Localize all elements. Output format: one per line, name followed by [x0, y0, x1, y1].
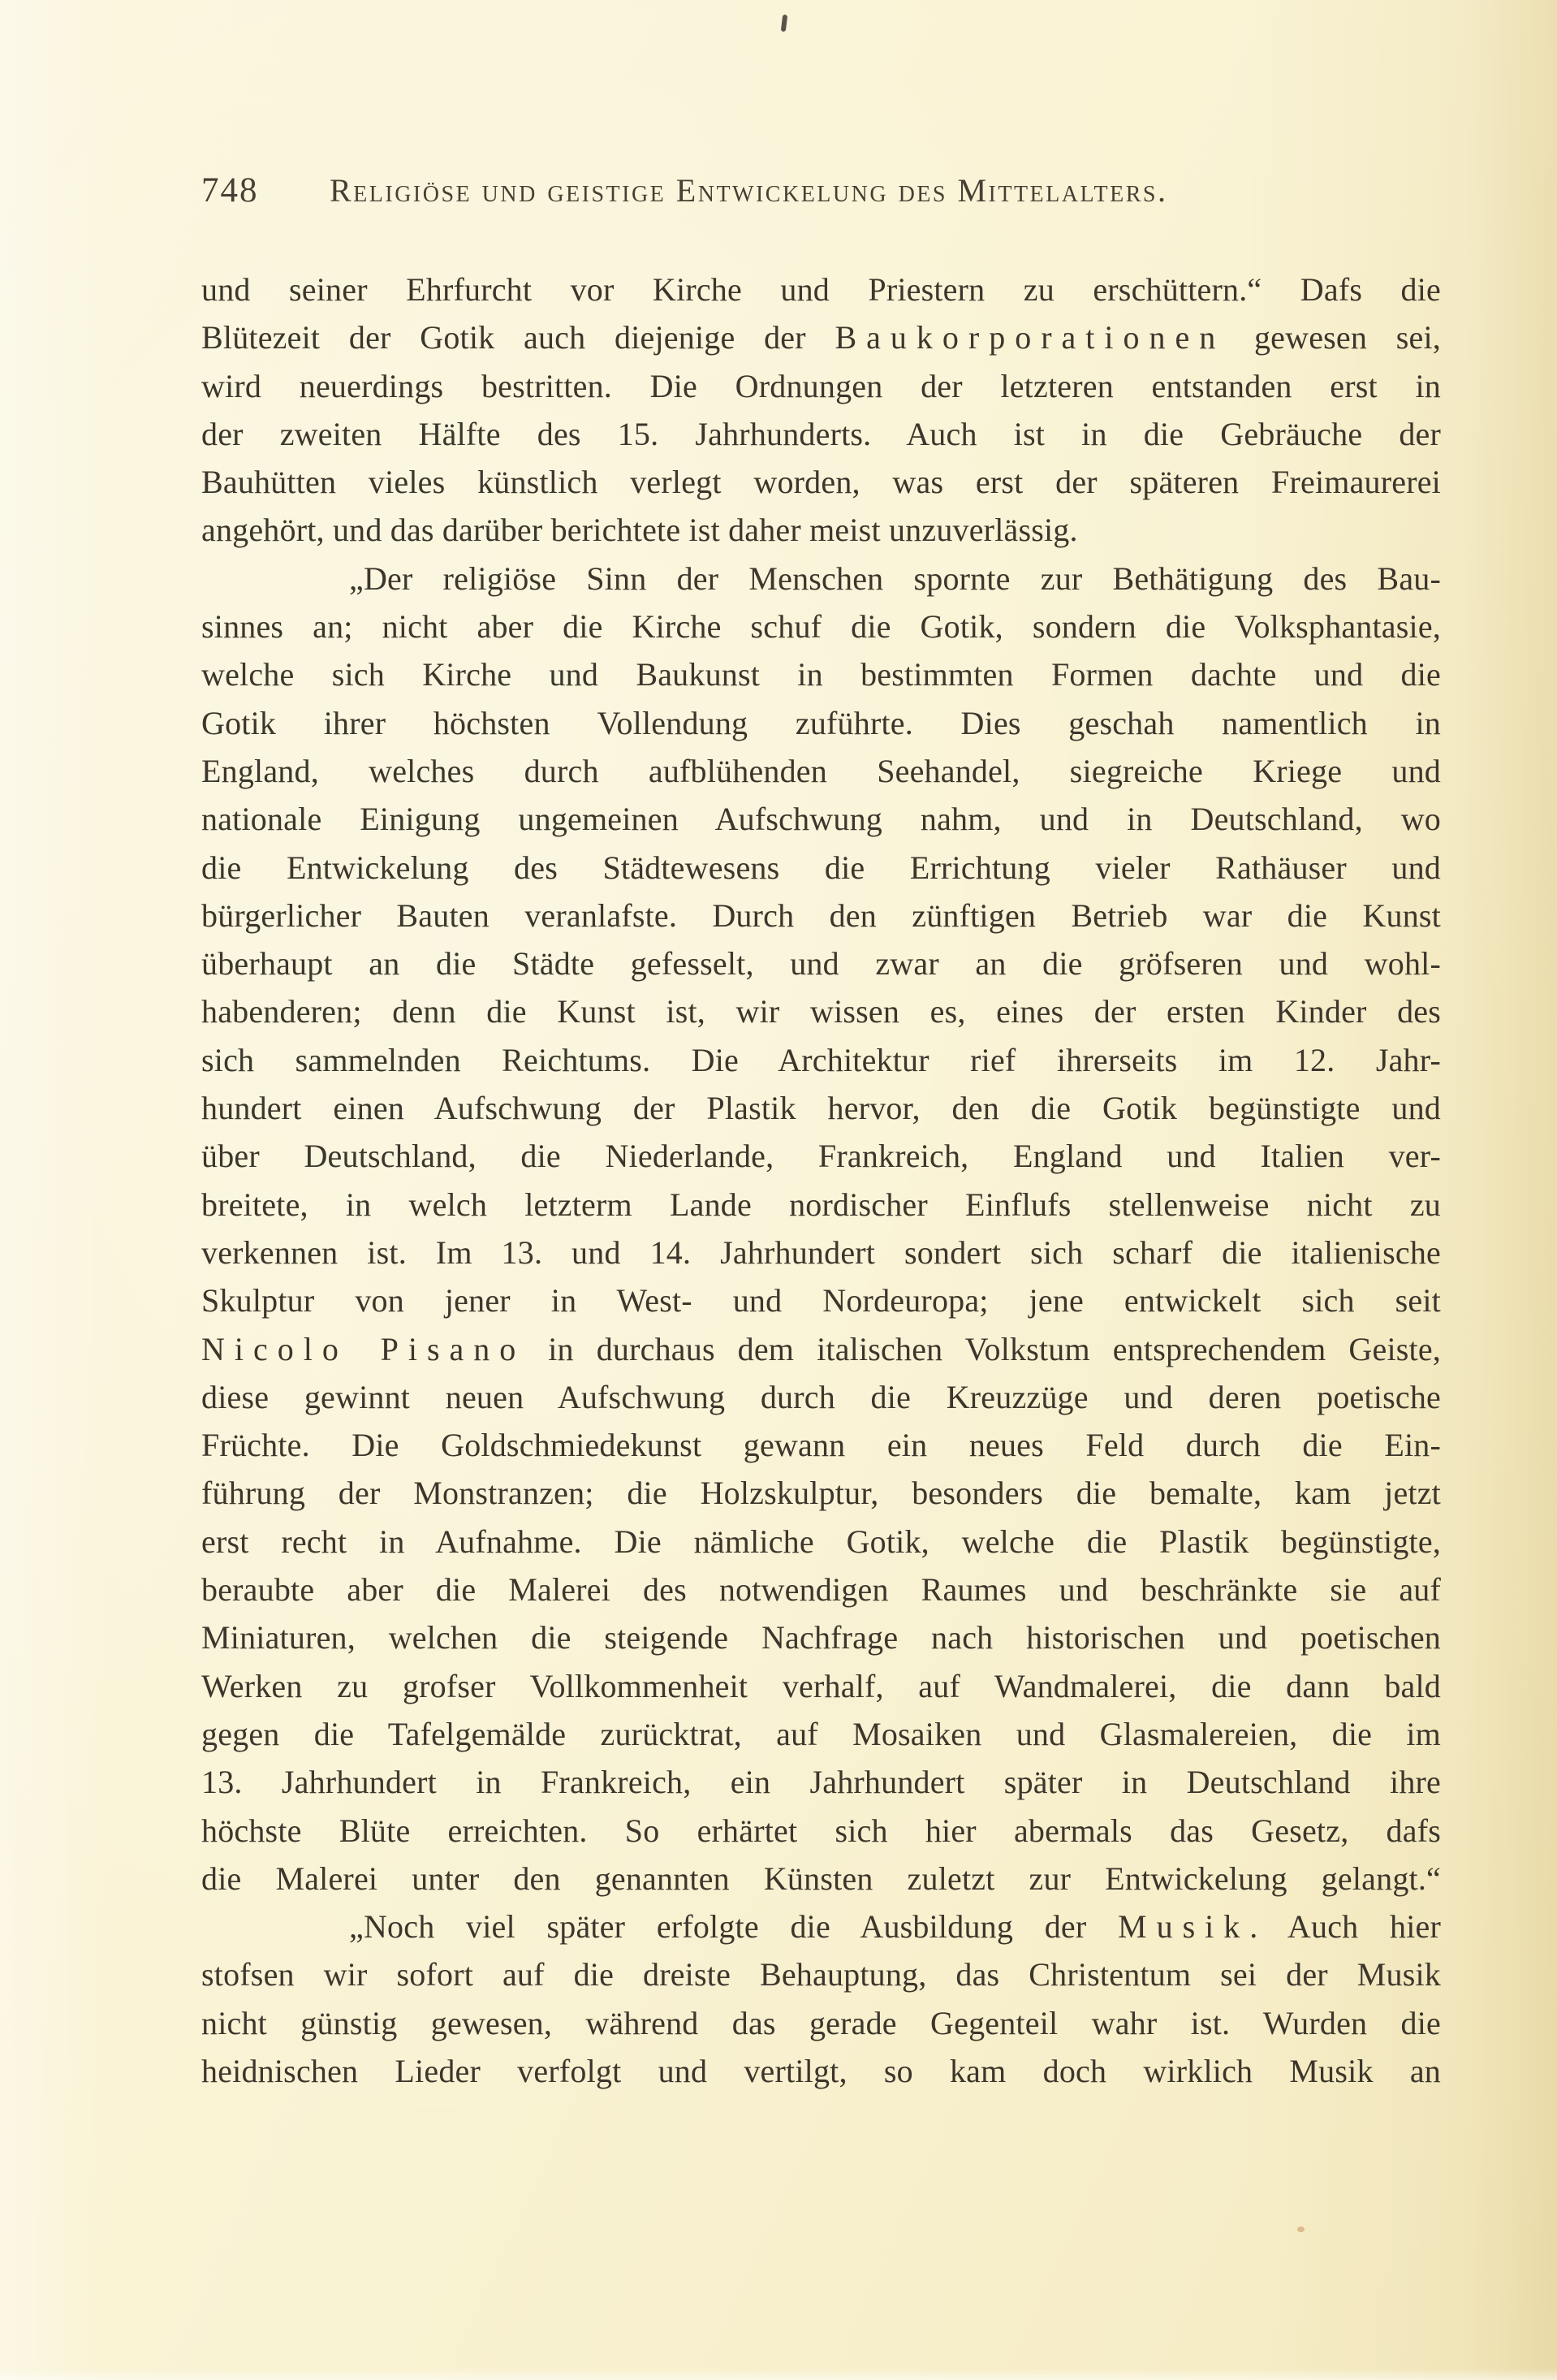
text-line: breitete, in welch letzterm Lande nordischer Einflufs stellenweise nicht zu	[201, 1186, 1441, 1223]
text-line: bürgerlicher Bauten veranlafste. Durch den zünftigen Betrieb war die Kunst	[201, 896, 1441, 934]
text-line: angehört, und das darüber berichtete ist daher meist unzuverlässig.	[201, 512, 1078, 549]
text-line: gegen die Tafelgemälde zurücktrat, auf Mosaiken und Glasmalereien, die im	[201, 1715, 1441, 1752]
text-line: führung der Monstranzen; die Holzskulptur, besonders die bemalte, kam jetzt	[201, 1475, 1441, 1512]
text-line: die Malerei unter den genannten Künsten zuletzt zur Entwickelung gelangt.“	[201, 1860, 1441, 1897]
text-line: sinnes an; nicht aber die Kirche schuf die Gotik, sondern die Volksphantasie,	[201, 608, 1441, 646]
text-line: „Der religiöse Sinn der Menschen spornte zur Bethätigung des Bau-	[349, 559, 1441, 597]
running-title: Religiöse und geistige Entwickelung des Mittelalters.	[330, 172, 1168, 209]
text-line: nationale Einigung ungemeinen Aufschwung nahm, und in Deutschland, wo	[201, 801, 1441, 838]
page-header	[201, 171, 1441, 210]
text-line: heidnischen Lieder verfolgt und vertilgt, so kam doch wirklich Musik an	[201, 2052, 1441, 2089]
page-number: 748	[201, 171, 259, 209]
text-line: wird neuerdings bestritten. Die Ordnungen der letzteren entstanden erst in	[201, 367, 1441, 404]
text-line: England, welches durch aufblühenden Seehandel, siegreiche Kriege und	[201, 752, 1441, 789]
text-block	[201, 266, 1441, 2095]
text-line: welche sich Kirche und Baukunst in bestimmten Formen dachte und die	[201, 656, 1441, 693]
text-line: nicht günstig gewesen, während das gerade Gegenteil wahr ist. Wurden die	[201, 2004, 1441, 2041]
text-line: sich sammelnden Reichtums. Die Architektur rief ihrerseits im 12. Jahr-	[201, 1041, 1441, 1078]
text-line: Werken zu grofser Vollkommenheit verhalf, auf Wandmalerei, die dann bald	[201, 1667, 1441, 1704]
text-line: habenderen; denn die Kunst ist, wir wissen es, eines der ersten Kinder des	[201, 993, 1441, 1030]
text-line: und seiner Ehrfurcht vor Kirche und Priestern zu erschüttern.“ Dafs die	[201, 271, 1441, 308]
text-line: Skulptur von jener in West- und Nordeuropa; jene entwickelt sich seit	[201, 1282, 1441, 1320]
letterspaced-term: Nicolo Pisano	[201, 1330, 526, 1367]
text-line: erst recht in Aufnahme. Die nämliche Gotik, welche die Plastik begünstigte,	[201, 1523, 1441, 1560]
text-line: höchste Blüte erreichten. So erhärtet sich hier abermals das Gesetz, dafs	[201, 1812, 1441, 1849]
letterspaced-term: Baukorporationen	[835, 319, 1226, 356]
text-line: Bauhütten vieles künstlich verlegt worden, was erst der späteren Freimaurerei	[201, 464, 1441, 501]
text-line: hundert einen Aufschwung der Plastik hervor, den die Gotik begünstigte und	[201, 1090, 1441, 1127]
text-line: Nicolo Pisano in durchaus dem italischen Volkstum entsprechendem Geiste,	[201, 1330, 1441, 1367]
text-line: über Deutschland, die Niederlande, Frankreich, England und Italien ver-	[201, 1138, 1441, 1175]
text-line: der zweiten Hälfte des 15. Jahrhunderts. Auch ist in die Gebräuche der	[201, 415, 1441, 452]
text-line: stofsen wir sofort auf die dreiste Behauptung, das Christentum sei der Musik	[201, 1956, 1441, 1993]
text-line: die Entwickelung des Städtewesens die Errichtung vieler Rathäuser und	[201, 849, 1441, 886]
text-line: beraubte aber die Malerei des notwendigen Raumes und beschränkte sie auf	[201, 1571, 1441, 1609]
text-line: 13. Jahrhundert in Frankreich, ein Jahrhundert später in Deutschland ihre	[201, 1764, 1441, 1801]
ink-speck	[781, 15, 788, 32]
paper-fleck	[1297, 2227, 1305, 2232]
text-line: verkennen ist. Im 13. und 14. Jahrhundert sondert sich scharf die italienische	[201, 1233, 1441, 1271]
text-line: Miniaturen, welchen die steigende Nachfrage nach historischen und poetischen	[201, 1619, 1441, 1656]
text-line: Blütezeit der Gotik auch diejenige der Baukorporationen gewesen sei,	[201, 319, 1441, 356]
letterspaced-term: Musik	[1118, 1908, 1250, 1946]
text-line: diese gewinnt neuen Aufschwung durch die Kreuzzüge und deren poetische	[201, 1378, 1441, 1415]
text-line: Früchte. Die Goldschmiedekunst gewann ein neues Feld durch die Ein-	[201, 1427, 1441, 1464]
text-line: Gotik ihrer höchsten Vollendung zuführte. Dies geschah namentlich in	[201, 704, 1441, 741]
text-line: „Noch viel später erfolgte die Ausbildung der Musik. Auch hier	[349, 1908, 1442, 1946]
text-line: überhaupt an die Städte gefesselt, und zwar an die gröfseren und wohl-	[201, 945, 1441, 983]
